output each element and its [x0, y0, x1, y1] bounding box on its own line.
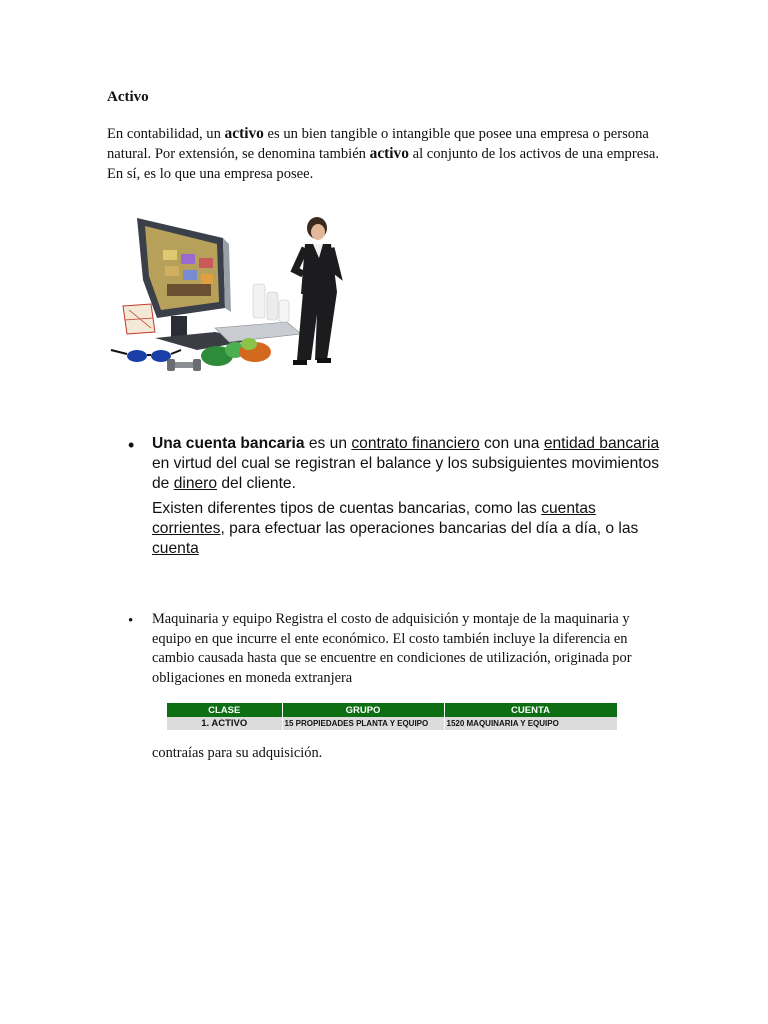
bank-account-term: Una cuenta bancaria — [152, 435, 305, 452]
table-cell-grupo: 15 PROPIEDADES PLANTA Y EQUIPO — [282, 717, 444, 730]
account-classification-table — [167, 703, 618, 730]
link-cuenta[interactable]: cuenta — [152, 540, 199, 557]
table-cell-clase: 1. ACTIVO — [167, 717, 282, 730]
account-types-paragraph: Existen diferentes tipos de cuentas bancarias, como las cuentas corrientes, para efectuar las operaciones bancarias del día a día, o las cuenta — [152, 500, 639, 557]
link-contrato-financiero[interactable]: contrato financiero — [351, 435, 480, 452]
table-cell-cuenta: 1520 MAQUINARIA Y EQUIPO — [444, 717, 617, 730]
link-entidad-bancaria[interactable]: entidad bancaria — [543, 435, 660, 452]
machinery-continuation: contraías para su adquisición. — [152, 745, 323, 761]
table-row — [167, 717, 617, 730]
activo-bold: activo — [224, 125, 264, 142]
page-title: Activo — [107, 89, 149, 105]
intro-paragraph: En contabilidad, un activo es un bien tangible o intangible que posee una empresa o persona natural. Por extensión, se denomina también activo al conjunto de los activos de una empresa. En sí, es lo que una empresa posee. — [107, 125, 659, 182]
activo-bold: activo — [369, 145, 409, 162]
machinery-paragraph: Maquinaria y equipo Registra el costo de adquisición y montaje de la maquinaria y equipo en que incurre el ente económico. El costo también incluye la diferencia en cambio causada hasta que se encuentre en condiciones de utilización, originada por obligaciones en moneda extranjera — [152, 611, 632, 686]
table-header-grupo: GRUPO — [282, 703, 444, 717]
bullet-marker: • — [128, 613, 134, 629]
bullet-marker: • — [128, 435, 135, 455]
table-header-clase: CLASE — [167, 703, 282, 717]
link-dinero[interactable]: dinero — [173, 475, 218, 492]
bank-account-paragraph: Una cuenta bancaria es un contrato financiero con una entidad bancaria en virtud del cual se registran el balance y los subsiguientes movimientos de dinero del cliente. — [152, 435, 660, 492]
link-cuentas-corrientes[interactable]: cuentas corrientes — [152, 500, 596, 537]
pos-terminal-illustration — [105, 210, 355, 380]
businesswoman — [293, 217, 337, 365]
pos-monitor — [137, 218, 231, 318]
table-header-cuenta: CUENTA — [444, 703, 617, 717]
